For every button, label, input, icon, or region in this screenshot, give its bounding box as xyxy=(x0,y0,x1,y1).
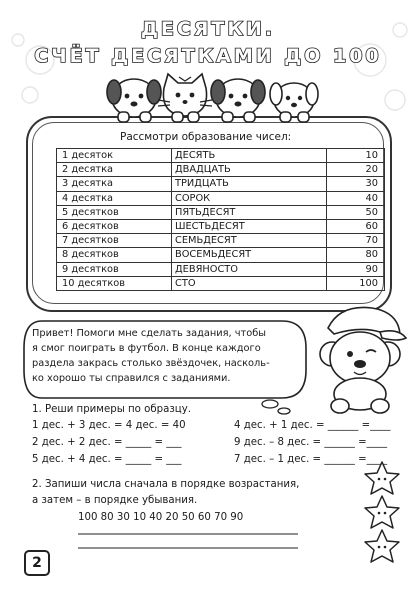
row-number: 20 xyxy=(327,163,385,177)
row-count: 10 десятков xyxy=(57,276,172,290)
task1-example-left-1: 1 дес. + 3 дес. = 4 дес. = 40 xyxy=(32,420,186,431)
row-word: СОРОК xyxy=(172,191,327,205)
row-number: 100 xyxy=(327,276,385,290)
bubble-line-2: я смог поиграть в футбол. В конце каждого xyxy=(32,343,261,354)
row-count: 8 десятков xyxy=(57,248,172,262)
task2-line-2: а затем – в порядке убывания. xyxy=(32,495,198,506)
table-row xyxy=(57,191,385,205)
row-number: 40 xyxy=(327,191,385,205)
task2-line-1: 2. Запиши числа сначала в порядке возрастания, xyxy=(32,479,300,490)
row-count: 1 десяток xyxy=(57,149,172,163)
puppies-illustration xyxy=(100,68,325,124)
row-word: ТРИДЦАТЬ xyxy=(172,177,327,191)
table-caption: Рассмотри образование чисел: xyxy=(120,131,292,143)
task1-example-right-1: 4 дес. + 1 дес. = ______ =____ xyxy=(234,420,391,431)
task1-example-right-2: 9 дес. – 8 дес. = ______ =____ xyxy=(234,437,388,448)
table-row xyxy=(57,163,385,177)
row-word: СТО xyxy=(172,276,327,290)
task1-example-left-2: 2 дес. + 2 дес. = _____ = ___ xyxy=(32,437,182,448)
row-word: ПЯТЬДЕСЯТ xyxy=(172,205,327,219)
row-count: 6 десятков xyxy=(57,219,172,233)
row-count: 9 десятков xyxy=(57,262,172,276)
row-count: 7 десятков xyxy=(57,234,172,248)
star-icon xyxy=(365,530,399,562)
star-icon xyxy=(365,462,399,494)
page-title-line2: СЧЁТ ДЕСЯТКАМИ ДО 100 xyxy=(34,45,382,67)
answer-lines xyxy=(78,528,300,552)
row-word: ВОСЕМЬДЕСЯТ xyxy=(172,248,327,262)
row-count: 5 десятков xyxy=(57,205,172,219)
star-icon xyxy=(365,496,399,528)
row-word: ДЕВЯНОСТО xyxy=(172,262,327,276)
table-row xyxy=(57,205,385,219)
page-number: 2 xyxy=(24,550,50,576)
row-word: ШЕСТЬДЕСЯТ xyxy=(172,219,327,233)
row-number: 70 xyxy=(327,234,385,248)
row-number: 80 xyxy=(327,248,385,262)
row-word: СЕМЬДЕСЯТ xyxy=(172,234,327,248)
row-number: 60 xyxy=(327,219,385,233)
row-count: 2 десятка xyxy=(57,163,172,177)
task1-example-left-3: 5 дес. + 4 дес. = _____ = ___ xyxy=(32,454,182,465)
row-number: 50 xyxy=(327,205,385,219)
bubble-line-4: ко хорошо ты справился с заданиями. xyxy=(32,373,231,384)
table-row xyxy=(57,234,385,248)
table-row xyxy=(57,177,385,191)
row-number: 90 xyxy=(327,262,385,276)
task2-numbers: 100 80 30 10 40 20 50 60 70 90 xyxy=(78,512,244,523)
bubble-line-3: раздела закрась столько звёздочек, насколь- xyxy=(32,358,270,369)
row-word: ДВАДЦАТЬ xyxy=(172,163,327,177)
task1-heading: 1. Реши примеры по образцу. xyxy=(32,404,191,415)
rating-stars xyxy=(360,460,404,564)
bubble-line-1: Привет! Помоги мне сделать задания, чтобы xyxy=(32,328,267,339)
table-row xyxy=(57,219,385,233)
table-row xyxy=(57,149,385,163)
row-count: 4 десятка xyxy=(57,191,172,205)
table-row xyxy=(57,276,385,290)
table-row xyxy=(57,262,385,276)
row-number: 30 xyxy=(327,177,385,191)
dog-with-cap-illustration xyxy=(310,298,410,416)
task1-example-right-3: 7 дес. – 1 дес. = ______ =____ xyxy=(234,454,388,465)
tens-table xyxy=(56,148,385,291)
row-word: ДЕСЯТЬ xyxy=(172,149,327,163)
table-row xyxy=(57,248,385,262)
row-count: 3 десятка xyxy=(57,177,172,191)
row-number: 10 xyxy=(327,149,385,163)
page-title-line1: ДЕСЯТКИ. xyxy=(140,18,276,40)
